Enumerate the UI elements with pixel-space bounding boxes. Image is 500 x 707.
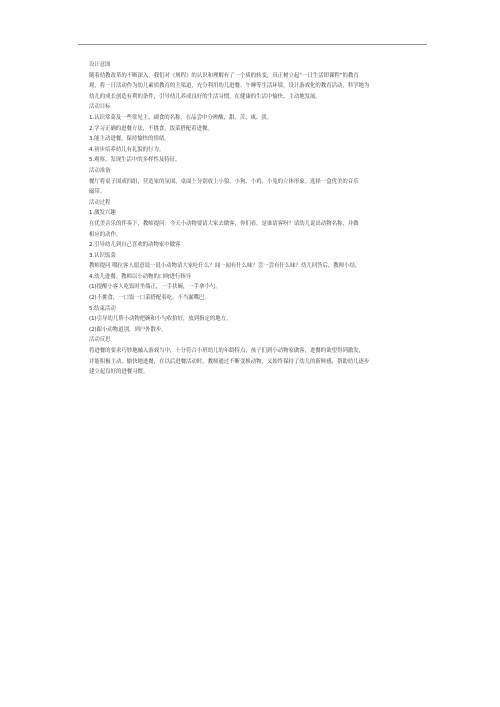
process-step-5: 5.结束活动 xyxy=(89,305,116,312)
process-step-1: 1.激发兴趣 xyxy=(89,210,116,217)
preparation-line-1: 餐厅将桌子围成四组，营造家的氛围，桌面上分别放上小狼、小狗、小鸡、小兔的立体形象。选择一盒优美的音乐 xyxy=(89,178,359,185)
reflection-line-2: 并能积极主动、愉快地进餐，在以后进餐活动时，教师通过不断变换动物，又始终保持了幼儿的新鲜感，帮助幼儿逐步 xyxy=(89,358,370,365)
section-title-preparation: 活动准备 xyxy=(89,167,111,174)
section-title-design-intent: 设计意图 xyxy=(89,62,111,68)
process-line: 相应的动作。 xyxy=(89,231,122,238)
document-body xyxy=(89,60,413,378)
process-step-4: 4.幼儿进餐。教师以小动物的口吻进行指导 xyxy=(89,273,192,280)
design-intent-line-2: 观，将一日活动作为幼儿素质教育的主渠道，充分利用幼儿进餐、午睡等生活环境，设计游戏化的教育活动，科学地为 xyxy=(89,83,370,90)
goal-item-1: 1.认识常菜及一些常见主、副食的名称，在品尝中分辨酸、甜、苦、咸、淡。 xyxy=(89,114,273,121)
process-line: 教师提问 哪位客人愿意说一说小动物请大家吃什么？闻一闻有什么味？尝一尝有什么味？幼儿回答后，教师小结。 xyxy=(89,263,361,270)
reflection-line-1: 将进餐的要求巧妙地融入游戏当中，十分符合小班幼儿的年龄特点，孩子们到小动物家做客，进餐的欲望得到激发， xyxy=(89,348,364,355)
reflection-line-3: 建立起良好的进餐习惯。 xyxy=(89,369,149,376)
section-title-goals: 活动目标 xyxy=(89,104,111,111)
process-line: 在优美音乐的伴奏下，教师提问：今天小动物要请大家去做客，你们看，是谁请客呀？请幼儿说出动物名称，并做 xyxy=(89,220,359,227)
goal-item-5: 5.观察、发现生活中的多样性及特征。 xyxy=(89,157,181,164)
design-intent-line-1: 随着幼教改革的不断深入，我们对《规程》的认识和理解有了一个质的转变，真正树立起“一日生活即课程”的教育 xyxy=(89,72,359,79)
header-rule xyxy=(78,44,427,45)
process-step-3: 3.认识饭菜 xyxy=(89,252,116,259)
goal-item-2: 2.学习正确的进餐方法，不挑食，饭菜搭配着进餐。 xyxy=(89,125,213,132)
preparation-line-2: 磁带。 xyxy=(89,189,106,196)
goal-item-4: 4.初步培养幼儿有礼貌的行为。 xyxy=(89,146,165,153)
goal-item-3: 3.能主动进餐，保持愉快的情绪。 xyxy=(89,136,170,143)
process-step-2: 2.引导幼儿到自己喜欢的动物家中做客 xyxy=(89,242,181,249)
section-title-process: 活动过程 xyxy=(89,199,111,206)
process-substep: (1)提醒小客人吃饭时坐端正，一手扶碗，一手拿小勺。 xyxy=(89,284,221,291)
design-intent-line-3: 幼儿的成长创造有利的条件，引导幼儿养成良好的生活习惯，在健康的生活中愉快、主动地发展。 xyxy=(89,93,321,100)
process-substep: (1)引导幼儿帮小动物把碗和小勺收拾好，放到指定的地方。 xyxy=(89,316,232,323)
section-title-reflection: 活动反思 xyxy=(89,337,111,344)
process-substep: (2)不挑食，一口饭一口菜搭配着吃，不当漏嘴巴。 xyxy=(89,295,210,302)
process-substep: (2)跟小动物道别，到户外散步。 xyxy=(89,326,167,333)
